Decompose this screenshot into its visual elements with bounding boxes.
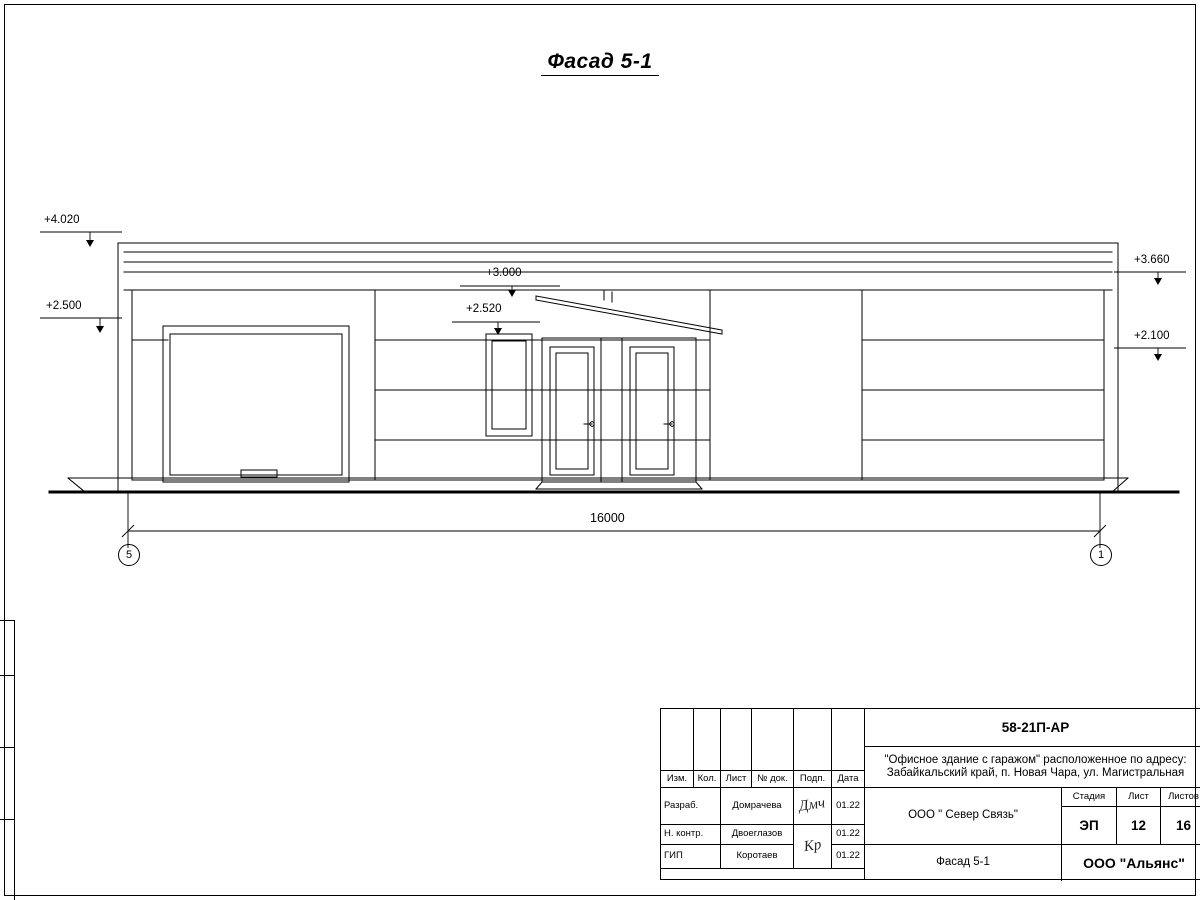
stamp-role-gip: ГИП — [661, 845, 721, 869]
stamp-col-docno: № док. — [752, 771, 794, 788]
stamp-signature-nkontr-gip — [794, 825, 832, 869]
stamp-col-izm: Изм. — [661, 771, 694, 788]
stamp-blank-izm — [661, 709, 694, 771]
stamp-object-line2: Забайкальский край, п. Новая Чара, ул. Магистральная — [886, 767, 1185, 779]
level-mark-3660: +3.660 — [1134, 254, 1170, 266]
overall-dimension-label: 16000 — [590, 511, 625, 525]
stamp-bottom-strip — [661, 869, 865, 880]
stamp-name-nkontr: Двоеглазов — [721, 825, 794, 845]
stamp-lists-value: 16 — [1161, 807, 1200, 845]
title-block — [660, 708, 1200, 880]
stamp-blank-kol — [694, 709, 721, 771]
stamp-date-razrab: 01.22 — [832, 788, 865, 825]
stamp-list-label: Лист — [1117, 788, 1161, 807]
stamp-col-kol: Кол. — [694, 771, 721, 788]
stamp-sheet-title: Фасад 5-1 — [865, 845, 1062, 881]
level-mark-3000: +3.000 — [486, 267, 522, 279]
stamp-col-podp: Подп. — [794, 771, 832, 788]
stamp-object-line1: "Офисное здание с гаражом" расположенное по адресу: — [884, 753, 1187, 766]
stamp-stage-value: ЭП — [1062, 807, 1117, 845]
stamp-blank-list — [721, 709, 752, 771]
stamp-designer-company: ООО "Альянс" — [1083, 854, 1185, 871]
stamp-organization: ООО " Север Связь" — [865, 788, 1062, 845]
stamp-role-razrab: Разраб. — [661, 788, 721, 825]
stamp-blank-podp — [794, 709, 832, 771]
signature-glyph-razrab: Дмч — [798, 795, 827, 816]
stamp-name-gip: Коротаев — [721, 845, 794, 869]
level-mark-2520: +2.520 — [466, 303, 502, 315]
stamp-stage-label: Стадия — [1062, 788, 1117, 807]
axis-marker-1: 1 — [1090, 544, 1112, 566]
level-mark-2100: +2.100 — [1134, 330, 1170, 342]
stamp-list-value: 12 — [1117, 807, 1161, 845]
stamp-role-nkontr: Н. контр. — [661, 825, 721, 845]
stamp-col-list: Лист — [721, 771, 752, 788]
signature-glyph-gip: Кр — [802, 836, 823, 856]
page-title-text: Фасад 5-1 — [541, 50, 658, 76]
stamp-date-gip: 01.22 — [832, 845, 865, 869]
level-mark-4020: +4.020 — [44, 214, 80, 226]
stamp-name-razrab: Домрачева — [721, 788, 794, 825]
stamp-blank-data — [832, 709, 865, 771]
stamp-lists-label: Листов — [1161, 788, 1200, 807]
stamp-date-nkontr: 01.22 — [832, 825, 865, 845]
stamp-signature-razrab — [794, 788, 832, 825]
stamp-doc-number: 58-21П-АР — [865, 709, 1200, 747]
axis-marker-5: 5 — [118, 544, 140, 566]
stamp-blank-docno — [752, 709, 794, 771]
stamp-col-data: Дата — [832, 771, 865, 788]
level-mark-2500: +2.500 — [46, 300, 82, 312]
left-margin-strip — [0, 620, 15, 900]
stamp-object-description — [865, 747, 1200, 788]
